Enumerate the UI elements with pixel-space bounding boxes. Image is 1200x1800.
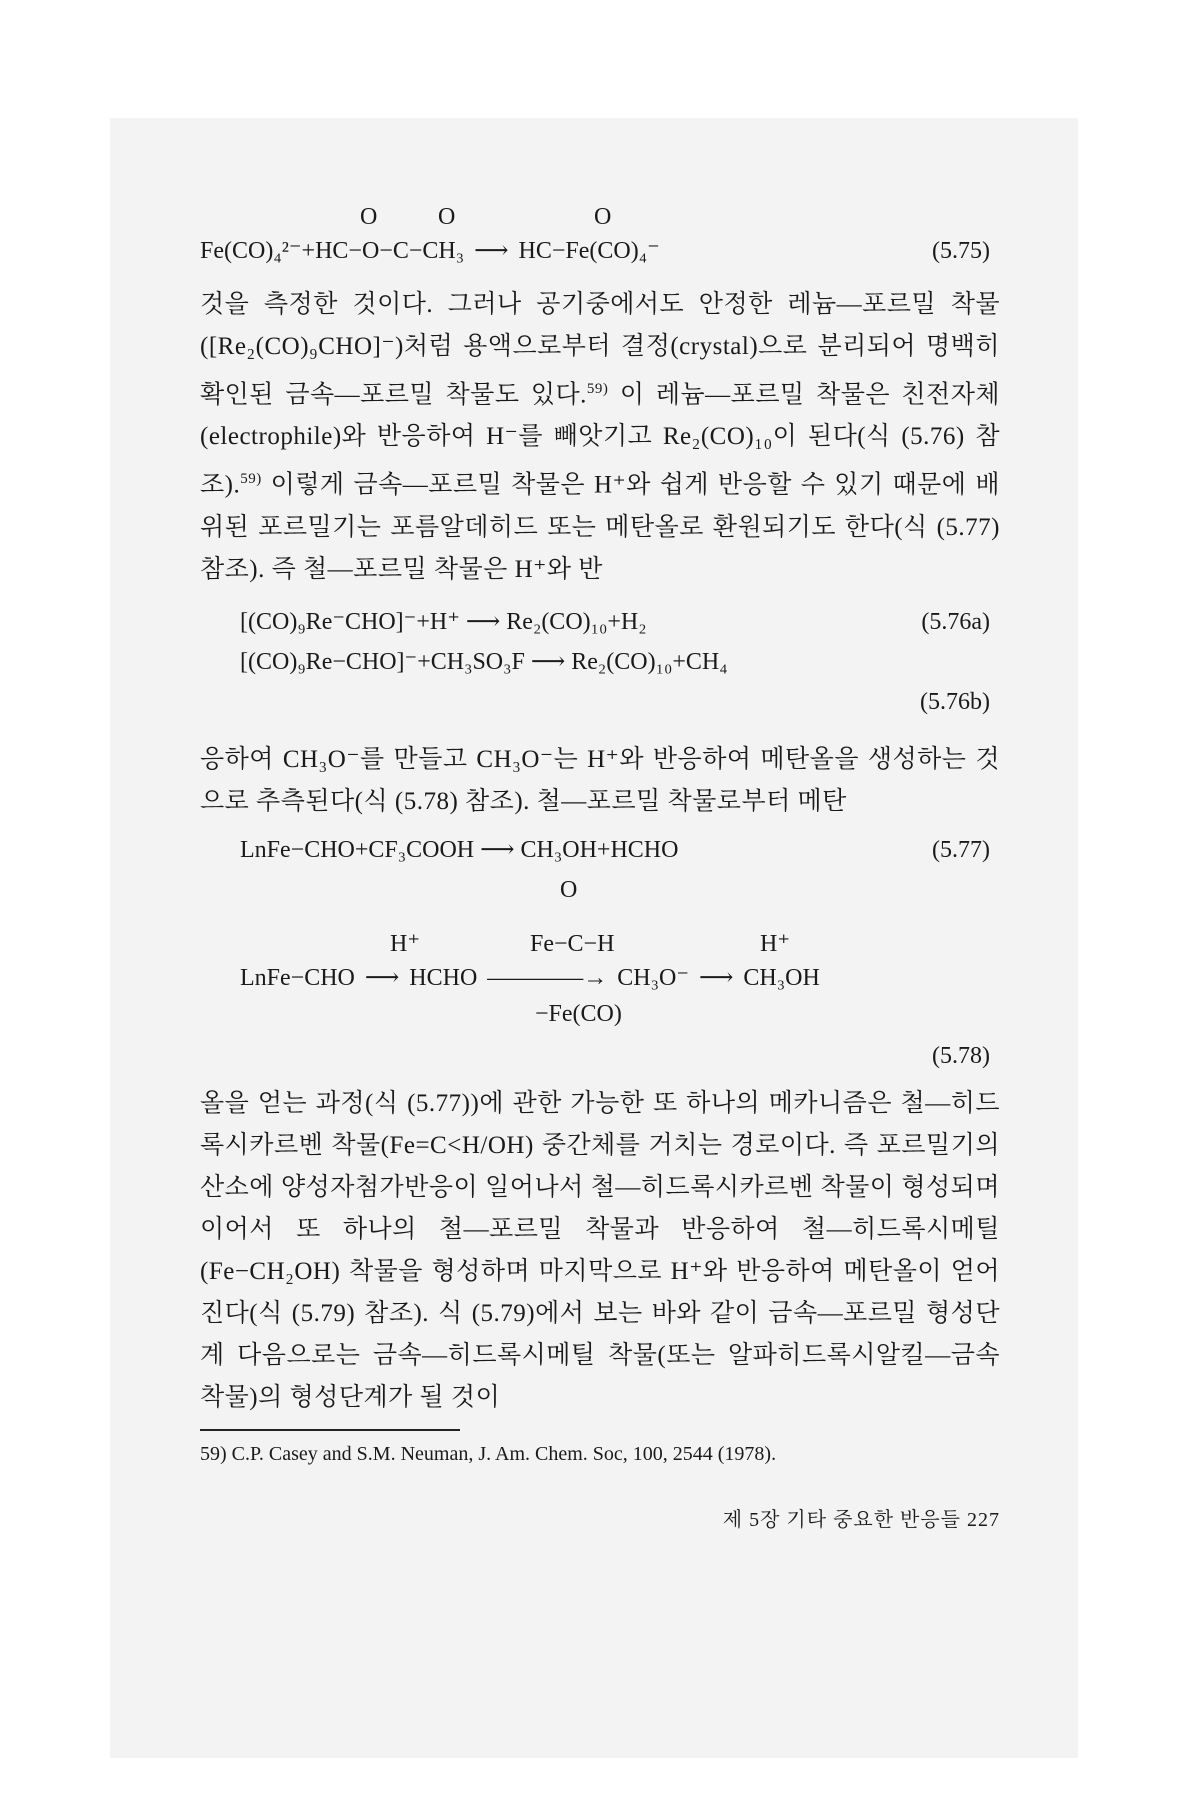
reaction-arrow: ⟶ bbox=[474, 238, 509, 264]
equation-5-76a bbox=[200, 605, 1000, 645]
equation-text: LnFe−CHO+CF₃COOH ⟶ CH₃OH+HCHO bbox=[240, 836, 679, 863]
equation-number: (5.78) bbox=[932, 1042, 990, 1069]
oxygen-label: O bbox=[360, 204, 378, 230]
equation-5-75 bbox=[200, 200, 1000, 272]
page-footer: 제 5장 기타 중요한 반응들 227 bbox=[722, 1508, 1000, 1531]
reagent-h-plus: H⁺ bbox=[390, 930, 420, 957]
equation-after: CH₃O⁻ bbox=[617, 964, 690, 991]
equation-number: (5.75) bbox=[932, 238, 990, 264]
footnote: 59) C.P. Casey and S.M. Neuman, J. Am. Chem. Soc, 100, 2544 (1978). bbox=[200, 1442, 777, 1465]
equation-5-77 bbox=[200, 833, 1000, 873]
equation-number: (5.77) bbox=[932, 836, 990, 863]
equation-rhs: HC−Fe(CO)₄⁻ bbox=[518, 238, 660, 264]
equation-text: [(CO)₉Re⁻CHO]⁻+H⁺ ⟶ Re₂(CO)₁₀+H₂ bbox=[240, 608, 647, 635]
reaction-arrow-long: ————→ bbox=[487, 964, 608, 991]
paragraph-1 bbox=[200, 284, 1000, 591]
equation-number: (5.76a) bbox=[921, 608, 990, 635]
footnote-rule bbox=[200, 1429, 460, 1431]
reaction-arrow: ⟶ bbox=[364, 964, 400, 991]
reagent-h-plus: H⁺ bbox=[760, 930, 790, 957]
equation-5-76b bbox=[200, 645, 1000, 725]
paragraph-text: 이렇게 금속—포르밀 착물은 H⁺와 쉽게 반응할 수 있기 때문에 배위된 포르밀기는 포름알데히드 또는 메탄올로 환원되기도 한다(식 (5.77) 참조). 즉 철—포르밀 착물은 H⁺와 반 bbox=[200, 471, 1000, 583]
oxygen-label: O bbox=[560, 876, 578, 903]
footnote-ref: 59) bbox=[240, 471, 262, 488]
paragraph-text: 이 레늄—포르밀 착물은 친전자체(electrophile)와 반응하여 H⁻를 빼앗기고 Re₂(CO)₁₀이 된다(식 (5.76) 참조). bbox=[200, 381, 1000, 499]
oxygen-label: O bbox=[438, 204, 456, 230]
page-content bbox=[200, 200, 1000, 1532]
equation-lhs: Fe(CO)₄²⁻+HC−O−C−CH₃ bbox=[200, 238, 465, 264]
footnote-ref: 59) bbox=[586, 381, 609, 397]
paragraph-3: 올을 얻는 과정(식 (5.77))에 관한 가능한 또 하나의 메카니즘은 철—히드록시카르벤 착물(Fe=C<H/OH) 중간체를 거치는 경로이다. 즉 포르밀기의 산소에 양성자첨가반응이 일어나서 철—히드록시카르벤 착물이 형성되며 이어서 또 하나의 철—포르밀 착물과 반응하여 철—히드록시메틸(Fe−CH₂OH) 착물을 형성하며 마지막으로 H⁺와 반응하여 메탄올이 얻어진다(식 (5.79) 참조). 식 (5.79)에서 보는 바와 같이 금속—포르밀 형성단계 다음으로는 금속—히드록시메틸 착물(또는 알파히드록시알킬—금속착물)의 형성단계가 될 것이 bbox=[200, 1089, 1000, 1411]
reagent-formyl: Fe−C−H bbox=[530, 930, 615, 957]
equation-start: LnFe−CHO bbox=[240, 964, 355, 991]
equation-number: (5.76b) bbox=[920, 688, 990, 715]
equation-line bbox=[240, 961, 820, 995]
equation-line bbox=[200, 234, 1000, 268]
paragraph-2: 응하여 CH₃O⁻를 만들고 CH₃O⁻는 H⁺와 반응하여 메탄올을 생성하는 것으로 추측된다(식 (5.78) 참조). 철—포르밀 착물로부터 메탄 bbox=[200, 745, 1000, 815]
paragraph-text: 것을 측정한 것이다. 그러나 공기중에서도 안정한 레늄—포르밀 착물([Re₂(CO)₉CHO]⁻)처럼 용액으로부터 결정(crystal)으로 분리되어 명백히 확인된 금속—포르밀 착물도 있다. bbox=[200, 291, 1000, 409]
equation-top-oxygens bbox=[200, 200, 1000, 234]
equation-text: [(CO)₉Re−CHO]⁻+CH₃SO₃F ⟶ Re₂(CO)₁₀+CH₄ bbox=[240, 648, 728, 675]
equation-end: CH₃OH bbox=[743, 964, 820, 991]
reagent-byproduct: −Fe(CO) bbox=[535, 1000, 622, 1027]
equation-5-78 bbox=[200, 873, 1000, 1073]
equation-intermediate: HCHO bbox=[409, 964, 478, 991]
reaction-arrow: ⟶ bbox=[699, 964, 734, 991]
oxygen-label: O bbox=[594, 204, 612, 230]
